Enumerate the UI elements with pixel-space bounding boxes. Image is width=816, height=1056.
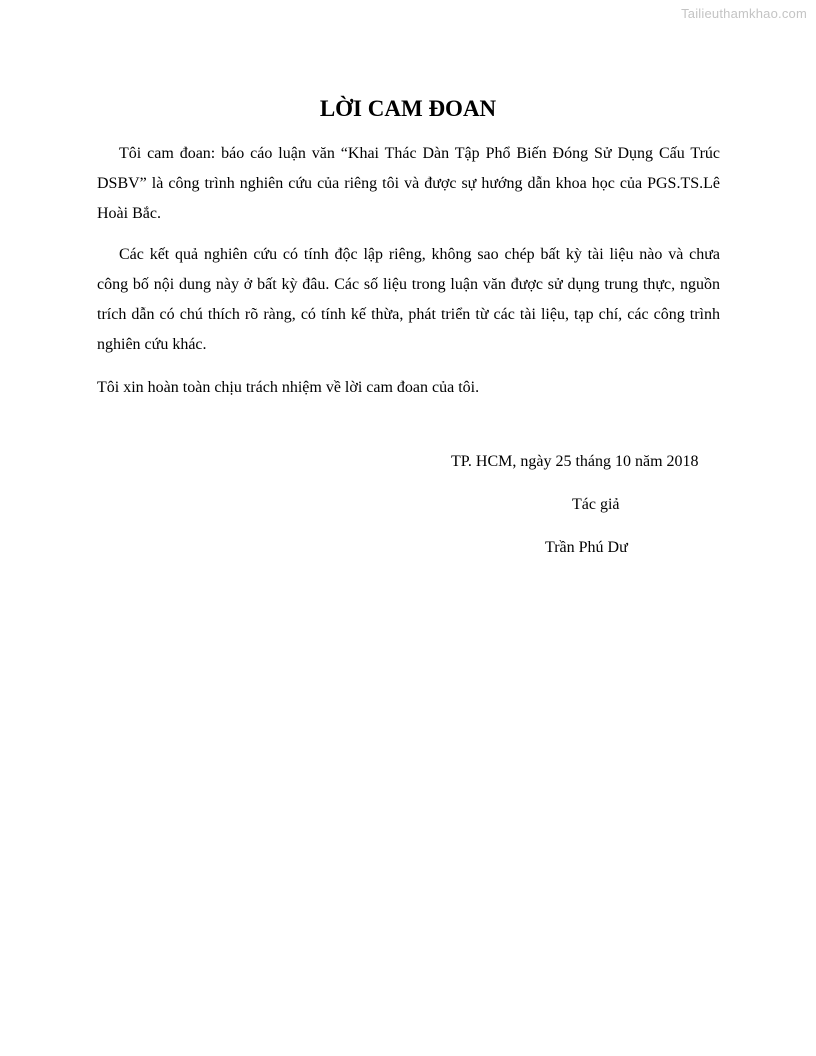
signature-role: Tác giả: [572, 496, 620, 513]
watermark-text: Tailieuthamkhao.com: [681, 6, 807, 21]
signature-place-date: TP. HCM, ngày 25 tháng 10 năm 2018: [451, 453, 699, 470]
declaration-paragraph-1: Tôi cam đoan: báo cáo luận văn “Khai Thác Dàn Tập Phổ Biến Đóng Sử Dụng Cấu Trúc DSBV” là công trình nghiên cứu của riêng tôi và được sự hướng dẫn khoa học của PGS.TS.Lê Hoài Bắc.: [97, 145, 720, 222]
declaration-paragraph-3: Tôi xin hoàn toàn chịu trách nhiệm về lời cam đoan của tôi.: [97, 379, 480, 396]
declaration-paragraph-2: Các kết quả nghiên cứu có tính độc lập riêng, không sao chép bất kỳ tài liệu nào và chưa công bố nội dung này ở bất kỳ đâu. Các số liệu trong luận văn được sử dụng trung thực, nguồn trích dẫn có chú thích rõ ràng, có tính kế thừa, phát triển từ các tài liệu, tạp chí, các công trình nghiên cứu khác.: [97, 246, 720, 353]
page-title: LỜI CAM ĐOAN: [319, 96, 497, 121]
signature-name: Trần Phú Dư: [545, 539, 628, 556]
